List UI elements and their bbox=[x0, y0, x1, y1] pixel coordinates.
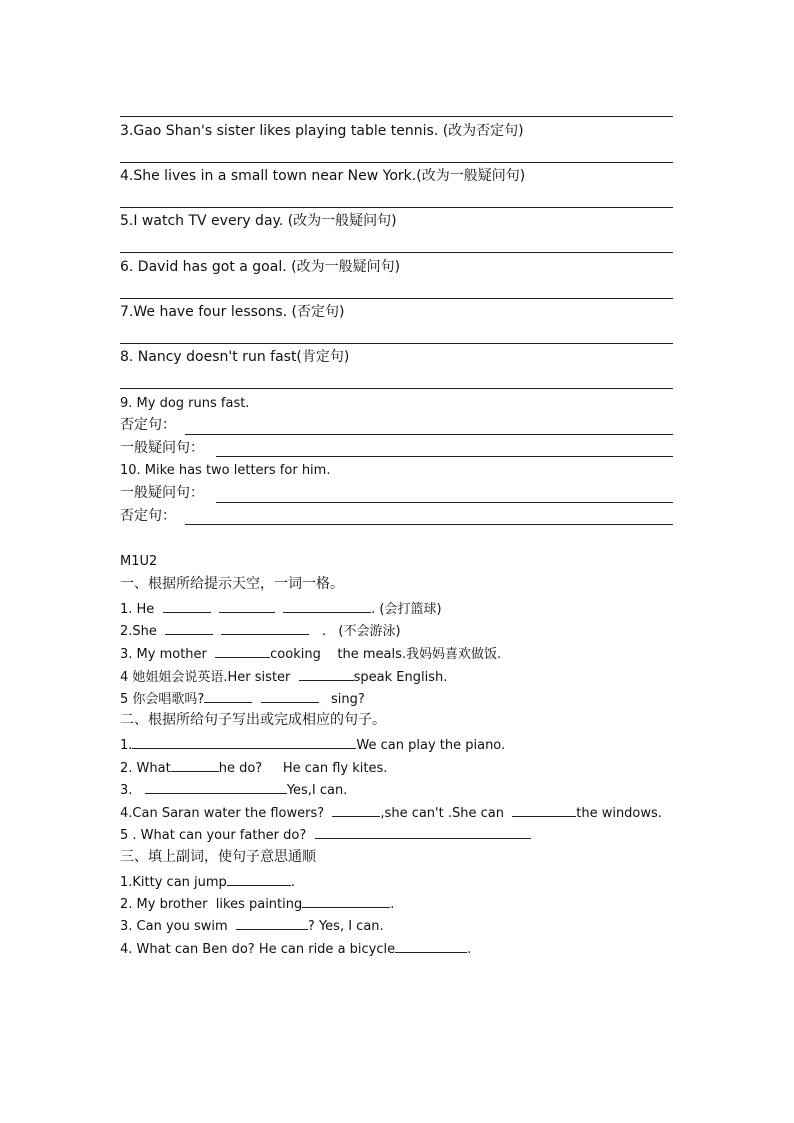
blank[interactable] bbox=[315, 826, 531, 839]
blank[interactable] bbox=[204, 690, 252, 703]
answer-line[interactable] bbox=[185, 524, 673, 525]
p2-question-5: 5 . What can your father do? bbox=[120, 826, 531, 844]
answer-line[interactable] bbox=[185, 434, 673, 435]
blank[interactable] bbox=[395, 940, 467, 953]
answer-line[interactable] bbox=[120, 388, 673, 389]
blank[interactable] bbox=[163, 600, 211, 613]
question-7: 7.We have four lessons. (否定句) bbox=[120, 304, 345, 320]
question-9-question-label: 一般疑问句： bbox=[120, 440, 204, 456]
blank[interactable] bbox=[236, 917, 308, 930]
question-8: 8. Nancy doesn't run fast(肯定句) bbox=[120, 349, 350, 365]
question-3: 3.Gao Shan's sister likes playing table tennis. (改为否定句) bbox=[120, 123, 524, 139]
blank[interactable] bbox=[215, 645, 270, 658]
blank[interactable] bbox=[132, 736, 356, 749]
unit-title: M1U2 bbox=[120, 554, 158, 569]
answer-line[interactable] bbox=[216, 502, 673, 503]
p2-question-1: 1. We can play the piano. bbox=[120, 738, 506, 753]
question-6: 6. David has got a goal. (改为一般疑问句) bbox=[120, 259, 401, 275]
part-2-heading: 二、根据所给句子写出或完成相应的句子。 bbox=[120, 712, 386, 728]
part-3-heading: 三、填上副词，使句子意思通顺 bbox=[120, 849, 316, 865]
blank[interactable] bbox=[332, 804, 380, 817]
answer-line[interactable] bbox=[120, 343, 673, 344]
part-1-heading: 一、根据所给提示天空，一词一格。 bbox=[120, 576, 344, 592]
p2-question-3: 3. Yes,I can. bbox=[120, 783, 348, 798]
p1-question-5: 5 你会唱歌吗? sing? bbox=[120, 692, 365, 707]
blank[interactable] bbox=[221, 622, 309, 635]
p2-question-2: 2. What he do? He can fly kites. bbox=[120, 761, 388, 776]
question-5: 5.I watch TV every day. (改为一般疑问句) bbox=[120, 213, 397, 229]
answer-line[interactable] bbox=[216, 456, 673, 457]
p3-question-3: 3. Can you swim ? Yes, I can. bbox=[120, 919, 384, 934]
p2-question-4: 4.Can Saran water the flowers? ,she can't .She can the windows. bbox=[120, 806, 662, 821]
question-4: 4.She lives in a small town near New York.(改为一般疑问句) bbox=[120, 168, 526, 184]
p3-question-4: 4. What can Ben do? He can ride a bicycle . bbox=[120, 942, 472, 957]
blank[interactable] bbox=[299, 668, 354, 681]
answer-line[interactable] bbox=[120, 298, 673, 299]
blank[interactable] bbox=[165, 622, 213, 635]
p1-question-1: 1. He . (会打篮球) bbox=[120, 602, 442, 617]
answer-line[interactable] bbox=[120, 252, 673, 253]
p1-question-3: 3. My mother cooking the meals.我妈妈喜欢做饭. bbox=[120, 647, 502, 662]
question-10-question-label: 一般疑问句： bbox=[120, 485, 204, 501]
p3-question-1: 1.Kitty can jump . bbox=[120, 875, 295, 890]
blank[interactable] bbox=[219, 600, 275, 613]
blank[interactable] bbox=[171, 759, 219, 772]
blank[interactable] bbox=[283, 600, 371, 613]
question-10-negative-label: 否定句： bbox=[120, 508, 176, 524]
p1-question-4: 4 她姐姐会说英语.Her sister speak English. bbox=[120, 670, 448, 685]
question-9: 9. My dog runs fast. bbox=[120, 396, 250, 411]
blank[interactable] bbox=[261, 690, 319, 703]
question-10: 10. Mike has two letters for him. bbox=[120, 463, 331, 478]
answer-line[interactable] bbox=[120, 207, 673, 208]
blank[interactable] bbox=[145, 781, 287, 794]
answer-line[interactable] bbox=[120, 116, 673, 117]
blank[interactable] bbox=[227, 873, 291, 886]
p3-question-2: 2. My brother likes painting . bbox=[120, 897, 395, 912]
answer-line[interactable] bbox=[120, 162, 673, 163]
question-9-negative-label: 否定句： bbox=[120, 417, 176, 433]
p1-question-2: 2.She . (不会游泳) bbox=[120, 624, 401, 639]
blank[interactable] bbox=[302, 895, 390, 908]
blank[interactable] bbox=[512, 804, 576, 817]
